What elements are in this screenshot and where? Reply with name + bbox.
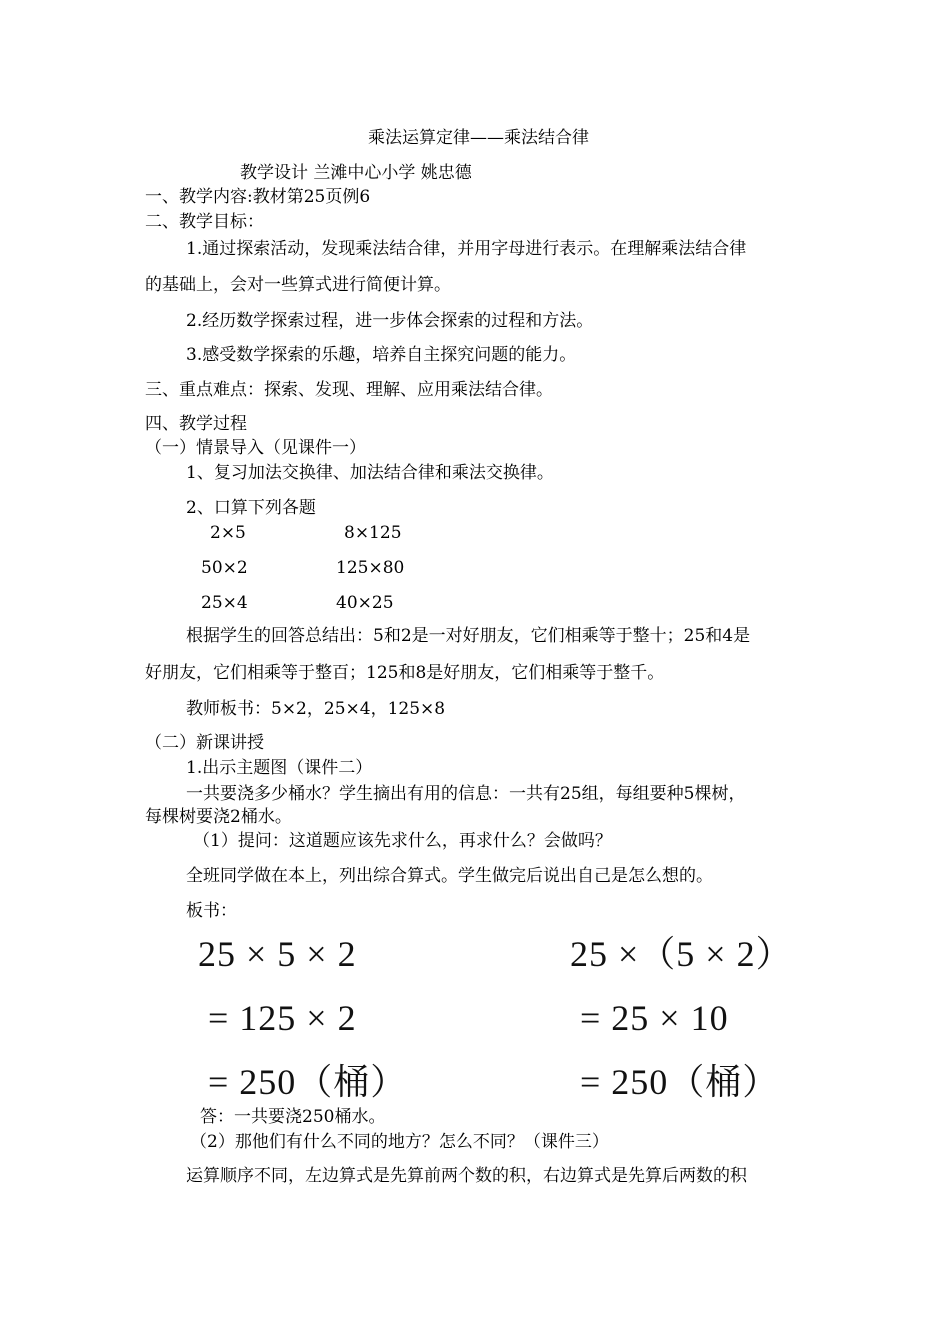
oral-calc-left-2: 50×2 (201, 558, 248, 578)
goal-1-line-1: 1.通过探索活动，发现乘法结合律，并用字母进行表示。在理解乘法结合律 (186, 239, 747, 259)
oral-calc-right-2: 125×80 (336, 558, 405, 578)
order-explanation: 运算顺序不同，左边算式是先算前两个数的积，右边算式是先算后两数的积 (186, 1166, 747, 1186)
theme-image-item: 1.出示主题图（课件二） (186, 758, 373, 778)
board-right-step-3: = 250（桶） (580, 1062, 780, 1102)
subsection-1-heading: （一）情景导入（见课件一） (145, 438, 366, 458)
oral-calc-left-1: 2×5 (210, 523, 246, 543)
goal-2: 2.经历数学探索过程，进一步体会探索的过程和方法。 (186, 311, 594, 331)
question-1: （1）提问：这道题应该先求什么，再求什么？会做吗？ (193, 831, 612, 851)
board-right-step-2: = 25 × 10 (580, 998, 729, 1038)
problem-line-1: 一共要浇多少桶水？学生摘出有用的信息：一共有25组，每组要种5棵树， (186, 784, 746, 804)
goal-1-line-2: 的基础上，会对一些算式进行简便计算。 (145, 275, 451, 295)
board-right-step-1: 25 ×（5 × 2） (570, 934, 793, 974)
board-left-step-2: = 125 × 2 (208, 998, 357, 1038)
question-2: （2）那他们有什么不同的地方？怎么不同？（课件三） (190, 1132, 609, 1152)
section-4-heading: 四、教学过程 (145, 414, 247, 434)
teacher-board-note: 教师板书：5×2，25×4，125×8 (186, 699, 446, 719)
summary-line-1: 根据学生的回答总结出：5和2是一对好朋友，它们相乘等于整十；25和4是 (186, 626, 751, 646)
board-left-step-3: = 250（桶） (208, 1062, 408, 1102)
answer-line: 答：一共要浇250桶水。 (200, 1107, 386, 1127)
review-item: 1、复习加法交换律、加法结合律和乘法交换律。 (186, 463, 554, 483)
section-3-key-points: 三、重点难点：探索、发现、理解、应用乘法结合律。 (145, 380, 553, 400)
goal-3: 3.感受数学探索的乐趣，培养自主探究问题的能力。 (186, 345, 577, 365)
class-work-note: 全班同学做在本上，列出综合算式。学生做完后说出自己是怎么想的。 (186, 866, 713, 886)
oral-calc-right-1: 8×125 (344, 523, 402, 543)
oral-calc-left-3: 25×4 (201, 593, 248, 613)
subsection-2-heading: （二）新课讲授 (145, 733, 264, 753)
section-2-heading: 二、教学目标： (145, 212, 264, 232)
board-label: 板书： (186, 901, 237, 921)
oral-calc-right-3: 40×25 (336, 593, 394, 613)
document-title: 乘法运算定律——乘法结合律 (368, 128, 589, 148)
oral-calc-heading: 2、口算下列各题 (186, 498, 316, 518)
problem-line-2: 每棵树要浇2桶水。 (145, 807, 292, 827)
summary-line-2: 好朋友，它们相乘等于整百；125和8是好朋友，它们相乘等于整千。 (145, 663, 665, 683)
board-left-step-1: 25 × 5 × 2 (198, 934, 357, 974)
byline: 教学设计 兰滩中心小学 姚忠德 (240, 163, 472, 183)
section-1-content: 一、教学内容:教材第25页例6 (145, 187, 371, 207)
